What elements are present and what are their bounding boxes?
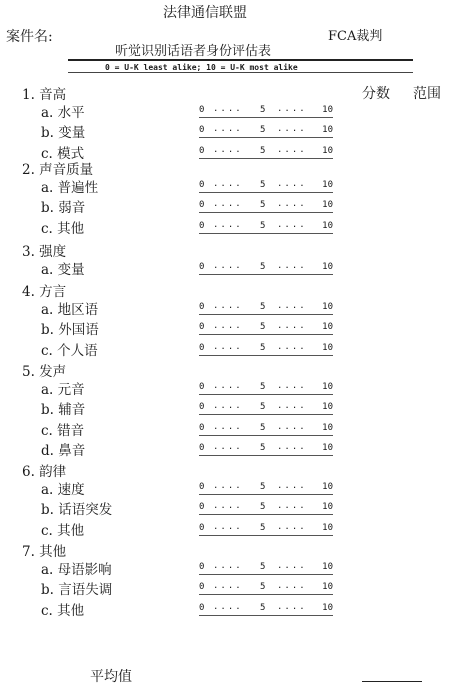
scale-dots: .... xyxy=(277,261,307,271)
criterion-label: b. 话语突发 xyxy=(41,502,113,519)
scale-mid-label: 5 xyxy=(260,562,266,572)
scale-dots: .... xyxy=(277,144,307,155)
scale-max-label: 10 xyxy=(322,322,333,333)
scale-dots: .... xyxy=(213,104,243,114)
scale-mid-label: 5 xyxy=(260,145,266,156)
scale-underline xyxy=(199,514,333,515)
rating-scale[interactable] xyxy=(199,341,333,356)
criterion-label: b. 弱音 xyxy=(41,200,86,217)
rating-scale[interactable] xyxy=(199,503,333,515)
criterion-label: b. 言语失调 xyxy=(41,582,113,599)
scale-underline xyxy=(199,334,333,335)
scale-max-label: 10 xyxy=(322,145,333,156)
scale-dots: .... xyxy=(213,321,243,332)
scale-mid-label: 5 xyxy=(260,482,266,492)
scale-max-label: 10 xyxy=(322,482,333,492)
scale-dots: .... xyxy=(277,441,307,452)
scale-dots: .... xyxy=(213,561,243,571)
criterion-label: b. 变量 xyxy=(41,125,86,142)
scale-dots: .... xyxy=(277,199,307,210)
section-heading: 4. 方言 xyxy=(22,284,67,300)
rating-scale[interactable] xyxy=(199,421,333,436)
scale-underline xyxy=(199,414,333,415)
scale-underline xyxy=(199,594,333,595)
criterion-label: c. 其他 xyxy=(41,602,85,619)
scale-min-label: 0 xyxy=(199,342,205,353)
scale-min-label: 0 xyxy=(199,200,205,211)
criterion-label: a. 母语影响 xyxy=(41,562,112,578)
scale-mid-label: 5 xyxy=(260,422,266,433)
scale-underline xyxy=(199,494,333,495)
scale-min-label: 0 xyxy=(199,382,205,392)
scale-dots: .... xyxy=(213,124,243,135)
form-title: 听觉识别话语者身份评估表 xyxy=(115,44,272,59)
case-name-label: 案件名: xyxy=(6,29,53,45)
criterion-label: a. 水平 xyxy=(41,105,85,121)
scale-dots: .... xyxy=(277,341,307,352)
scale-mid-label: 5 xyxy=(260,582,266,593)
scale-underline xyxy=(199,192,333,193)
average-blank-line[interactable] xyxy=(362,681,422,682)
scale-dots: .... xyxy=(277,601,307,612)
scale-mid-label: 5 xyxy=(260,442,266,453)
rating-scale[interactable] xyxy=(199,601,333,616)
scale-min-label: 0 xyxy=(199,402,205,413)
fca-label: FCA裁判 xyxy=(328,29,383,44)
scale-mid-label: 5 xyxy=(260,200,266,211)
section-heading: 5. 发声 xyxy=(22,364,67,380)
scale-underline xyxy=(199,394,333,395)
scale-dots: .... xyxy=(213,144,243,155)
criterion-label: c. 模式 xyxy=(41,145,85,162)
scale-min-label: 0 xyxy=(199,302,205,312)
scale-underline xyxy=(199,455,333,456)
scale-max-label: 10 xyxy=(322,602,333,613)
scale-mid-label: 5 xyxy=(260,502,266,513)
rating-scale[interactable] xyxy=(199,106,333,118)
scale-dots: .... xyxy=(277,179,307,189)
scale-min-label: 0 xyxy=(199,502,205,513)
scale-mid-label: 5 xyxy=(260,180,266,190)
scale-dots: .... xyxy=(277,321,307,332)
criterion-label: a. 变量 xyxy=(41,262,85,278)
scale-min-label: 0 xyxy=(199,180,205,190)
rating-scale[interactable] xyxy=(199,563,333,575)
scale-dots: .... xyxy=(213,601,243,612)
rating-scale[interactable] xyxy=(199,583,333,595)
scale-dots: .... xyxy=(277,124,307,135)
criterion-label: c. 错音 xyxy=(41,422,85,439)
scale-underline xyxy=(199,314,333,315)
scale-dots: .... xyxy=(277,401,307,412)
scale-max-label: 10 xyxy=(322,522,333,533)
rating-scale[interactable] xyxy=(199,144,333,159)
scale-min-label: 0 xyxy=(199,322,205,333)
scale-min-label: 0 xyxy=(199,125,205,136)
section-heading: 3. 强度 xyxy=(22,244,67,260)
criterion-label: a. 速度 xyxy=(41,482,85,498)
rating-scale[interactable] xyxy=(199,441,333,456)
scale-dots: .... xyxy=(213,199,243,210)
scale-min-label: 0 xyxy=(199,482,205,492)
scale-underline xyxy=(199,117,333,118)
criterion-label: a. 地区语 xyxy=(41,302,99,318)
section-heading: 7. 其他 xyxy=(22,544,67,560)
scale-dots: .... xyxy=(277,421,307,432)
scale-max-label: 10 xyxy=(322,562,333,572)
scale-dots: .... xyxy=(213,521,243,532)
scale-dots: .... xyxy=(213,501,243,512)
scale-mid-label: 5 xyxy=(260,342,266,353)
scale-underline xyxy=(199,158,333,159)
scale-dots: .... xyxy=(213,381,243,391)
scale-max-label: 10 xyxy=(322,302,333,312)
scale-dots: .... xyxy=(213,341,243,352)
rating-scale[interactable] xyxy=(199,403,333,415)
scale-max-label: 10 xyxy=(322,382,333,392)
criterion-label: a. 元音 xyxy=(41,382,85,398)
scale-dots: .... xyxy=(277,381,307,391)
scale-dots: .... xyxy=(277,521,307,532)
scale-max-label: 10 xyxy=(322,342,333,353)
scale-underline xyxy=(199,212,333,213)
scale-underline xyxy=(199,137,333,138)
scale-max-label: 10 xyxy=(322,422,333,433)
scale-min-label: 0 xyxy=(199,262,205,272)
scale-max-label: 10 xyxy=(322,582,333,593)
scale-dots: .... xyxy=(213,441,243,452)
scale-mid-label: 5 xyxy=(260,522,266,533)
scale-dots: .... xyxy=(277,301,307,311)
scale-underline xyxy=(199,233,333,234)
scale-mid-label: 5 xyxy=(260,262,266,272)
scale-min-label: 0 xyxy=(199,582,205,593)
rating-scale[interactable] xyxy=(199,521,333,536)
rating-scale[interactable] xyxy=(199,181,333,193)
section-heading: 6. 韵律 xyxy=(22,464,67,480)
score-column-header: 分数 xyxy=(362,86,390,102)
scale-dots: .... xyxy=(213,481,243,491)
scale-dots: .... xyxy=(213,301,243,311)
criterion-label: d. 鼻音 xyxy=(41,442,86,459)
average-label: 平均值 xyxy=(90,669,132,685)
section-heading: 2. 声音质量 xyxy=(22,162,94,178)
organization-name: 法律通信联盟 xyxy=(163,5,247,21)
criterion-label: b. 辅音 xyxy=(41,402,86,419)
scale-dots: .... xyxy=(213,179,243,189)
scale-max-label: 10 xyxy=(322,125,333,136)
scale-max-label: 10 xyxy=(322,105,333,115)
scale-dots: .... xyxy=(277,561,307,571)
scale-note: 0 = U-K least alike; 10 = U-K most alike xyxy=(105,63,298,72)
scale-min-label: 0 xyxy=(199,562,205,572)
scale-mid-label: 5 xyxy=(260,220,266,231)
scale-underline xyxy=(199,574,333,575)
rating-scale[interactable] xyxy=(199,483,333,495)
scale-dots: .... xyxy=(277,501,307,512)
scale-max-label: 10 xyxy=(322,502,333,513)
scale-mid-label: 5 xyxy=(260,402,266,413)
header-rule xyxy=(68,59,413,61)
criterion-label: c. 其他 xyxy=(41,522,85,539)
rating-scale[interactable] xyxy=(199,126,333,138)
rating-scale[interactable] xyxy=(199,263,333,275)
scale-max-label: 10 xyxy=(322,262,333,272)
scale-underline xyxy=(199,274,333,275)
criterion-label: b. 外国语 xyxy=(41,322,99,339)
scale-max-label: 10 xyxy=(322,180,333,190)
scale-min-label: 0 xyxy=(199,442,205,453)
scale-dots: .... xyxy=(213,401,243,412)
scale-max-label: 10 xyxy=(322,200,333,211)
range-column-header: 范围 xyxy=(413,86,441,102)
scale-mid-label: 5 xyxy=(260,322,266,333)
scale-min-label: 0 xyxy=(199,602,205,613)
scale-underline xyxy=(199,615,333,616)
scale-dots: .... xyxy=(213,219,243,230)
scale-dots: .... xyxy=(277,581,307,592)
scale-max-label: 10 xyxy=(322,402,333,413)
scale-underline xyxy=(199,355,333,356)
scale-underline xyxy=(199,435,333,436)
scale-dots: .... xyxy=(277,481,307,491)
scale-mid-label: 5 xyxy=(260,602,266,613)
scale-mid-label: 5 xyxy=(260,382,266,392)
scale-min-label: 0 xyxy=(199,522,205,533)
scale-mid-label: 5 xyxy=(260,105,266,115)
scale-min-label: 0 xyxy=(199,145,205,156)
section-heading: 1. 音高 xyxy=(22,87,67,103)
scale-dots: .... xyxy=(213,261,243,271)
criterion-label: a. 普遍性 xyxy=(41,180,99,196)
scale-min-label: 0 xyxy=(199,220,205,231)
rating-scale[interactable] xyxy=(199,303,333,315)
scale-dots: .... xyxy=(213,581,243,592)
rating-scale[interactable] xyxy=(199,219,333,234)
rating-scale[interactable] xyxy=(199,323,333,335)
scale-dots: .... xyxy=(277,104,307,114)
criterion-label: c. 个人语 xyxy=(41,342,98,359)
scale-mid-label: 5 xyxy=(260,125,266,136)
rating-scale[interactable] xyxy=(199,201,333,213)
scale-max-label: 10 xyxy=(322,442,333,453)
rating-scale[interactable] xyxy=(199,383,333,395)
scale-underline xyxy=(199,535,333,536)
scale-mid-label: 5 xyxy=(260,302,266,312)
scale-dots: .... xyxy=(213,421,243,432)
header-rule-thin xyxy=(68,72,413,73)
scale-min-label: 0 xyxy=(199,422,205,433)
scale-dots: .... xyxy=(277,219,307,230)
scale-max-label: 10 xyxy=(322,220,333,231)
criterion-label: c. 其他 xyxy=(41,220,85,237)
scale-min-label: 0 xyxy=(199,105,205,115)
